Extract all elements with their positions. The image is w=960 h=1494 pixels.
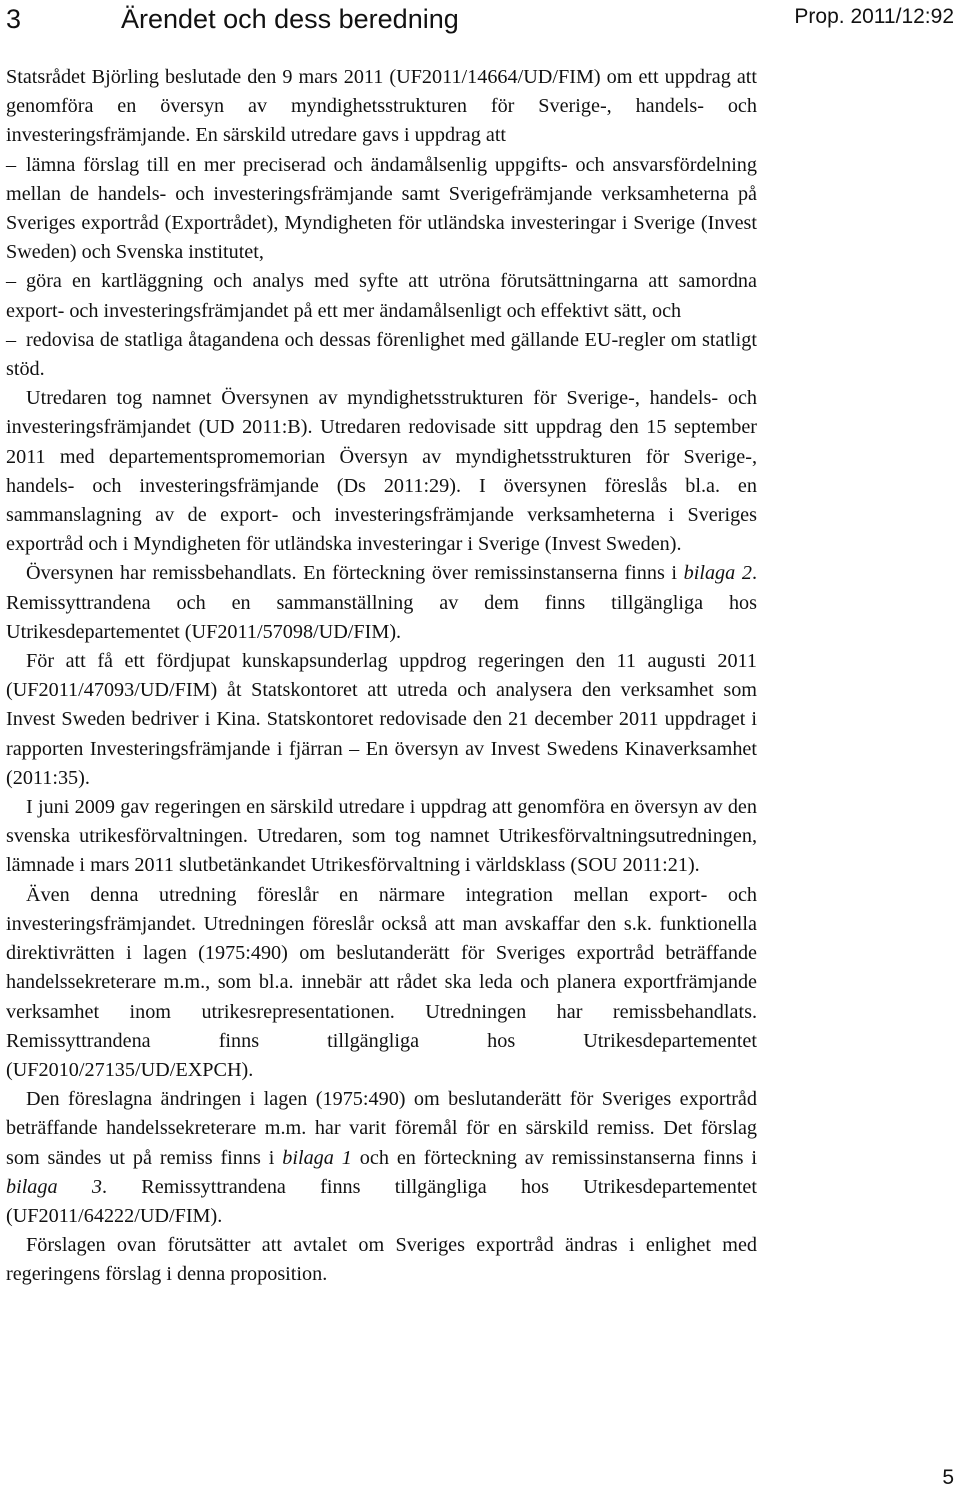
paragraph-remiss: Översynen har remissbehandlats. En förteckning över remissinstanserna finns i bilaga 2. Remissyttrandena och en sammanställning av dem finns tillgängliga hos Utrikesdepartementet (UF2011/57098/UD/FIM). bbox=[6, 562, 757, 643]
bullet-item bbox=[6, 267, 757, 325]
paragraph-integration: Även denna utredning föreslår en närmare integration mellan export- och investeringsfrämjandet. Utredningen föreslår också att man avskaffar den s.k. funktionella direktivrätten i lagen (1975:490) om beslutanderätt för Sveriges exportråd beträffande handelssekreterare m.m., som bl.a. innebär att rådet ska leda och planera exportfrämjande verksamhet inom utrikesrepresentationen. Utredningen har remissbehandlats. Remissyttrandena finns tillgängliga hos Utrikesdepartementet (UF2010/27135/UD/EXPCH). bbox=[6, 883, 757, 1081]
dash-marker: – bbox=[6, 153, 17, 176]
paragraph-forslagen: Förslagen ovan förutsätter att avtalet om Sveriges exportråd ändras i enlighet med regeringens förslag i denna proposition. bbox=[6, 1234, 757, 1286]
bullet-item bbox=[6, 151, 757, 268]
section-title: Ärendet och dess beredning bbox=[121, 4, 459, 34]
page-number: 5 bbox=[942, 1466, 954, 1489]
bullet-item bbox=[6, 326, 757, 384]
paragraph-utrikesforvaltning: I juni 2009 gav regeringen en särskild utredare i uppdrag att genomföra en översyn av den svenska utrikesförvaltningen. Utredaren, som tog namnet Utrikesförvaltningsutredningen, lämnade i mars 2011 slutbetänkandet Utrikesförvaltning i världsklass (SOU 2011:21). bbox=[6, 796, 757, 877]
paragraph-intro: Statsrådet Björling beslutade den 9 mars 2011 (UF2011/14664/UD/FIM) om ett uppdrag att genomföra en översyn av myndighetsstrukturen för Sverige-, handels- och investeringsfrämjande. En särskild utredare gavs i uppdrag att bbox=[6, 66, 757, 147]
appendix-reference: bilaga 3 bbox=[6, 1175, 102, 1198]
bullet-text: göra en kartläggning och analys med syfte att utröna förutsättningarna att samordna export- och investeringsfrämjandet på ett mer ändamålsenligt och effektivt sätt, och bbox=[6, 270, 757, 322]
page-header bbox=[0, 0, 960, 56]
paragraph-lagandring: Den föreslagna ändringen i lagen (1975:490) om beslutanderätt för Sveriges exportråd beträffande handelssekreterare m.m. har varit föremål för en särskild remiss. Det förslag som sändes ut på remiss finns i bilaga 1 och en förteckning av remissinstanserna finns i bilaga 3. Remissyttrandena finns tillgängliga hos Utrikesdepartementet (UF2011/64222/UD/FIM). bbox=[6, 1088, 758, 1227]
paragraph-utredaren: Utredaren tog namnet Översynen av myndighetsstrukturen för Sverige-, handels- och investeringsfrämjandet (UD 2011:B). Utredaren redovisade sitt uppdrag den 15 september 2011 med departementspromemorian Översyn av myndighetsstrukturen för Sverige-, handels- och investeringsfrämjande (Ds 2011:29). I översynen föreslås bl.a. en sammanslagning av de export- och investeringsfrämjande verksamheterna i Sveriges exportråd och i Myndigheten för utländska investeringar i Sverige (Invest Sweden). bbox=[6, 387, 757, 556]
appendix-reference: bilaga 1 bbox=[282, 1146, 352, 1169]
proposition-reference: Prop. 2011/12:92 bbox=[794, 5, 954, 28]
dash-marker: – bbox=[6, 328, 17, 351]
bullet-text: redovisa de statliga åtagandena och dessas förenlighet med gällande EU-regler om statligt stöd. bbox=[6, 328, 757, 381]
body-text bbox=[6, 63, 757, 1290]
paragraph-statskontoret: För att få ett fördjupat kunskapsunderlag uppdrog regeringen den 11 augusti 2011 (UF2011/47093/UD/FIM) åt Statskontoret att utreda och analysera den verksamhet som Invest Sweden bedriver i Kina. Statskontoret redovisade den 21 december 2011 uppdraget i rapporten Investeringsfrämjande i fjärran – En översyn av Invest Swedens Kinaverksamhet (2011:35). bbox=[6, 650, 757, 789]
appendix-reference: bilaga 2 bbox=[683, 562, 752, 585]
section-number: 3 bbox=[6, 4, 22, 34]
bullet-text: lämna förslag till en mer preciserad och ändamålsenlig uppgifts- och ansvarsfördelning mellan de handels- och investeringsfrämjande samt Sverigefrämjande verksamheterna på Sveriges exportråd (Exportrådet), Myndigheten för utländska investeringar i Sverige (Invest Sweden) och Svenska institutet, bbox=[6, 153, 757, 264]
dash-marker: – bbox=[6, 270, 17, 293]
